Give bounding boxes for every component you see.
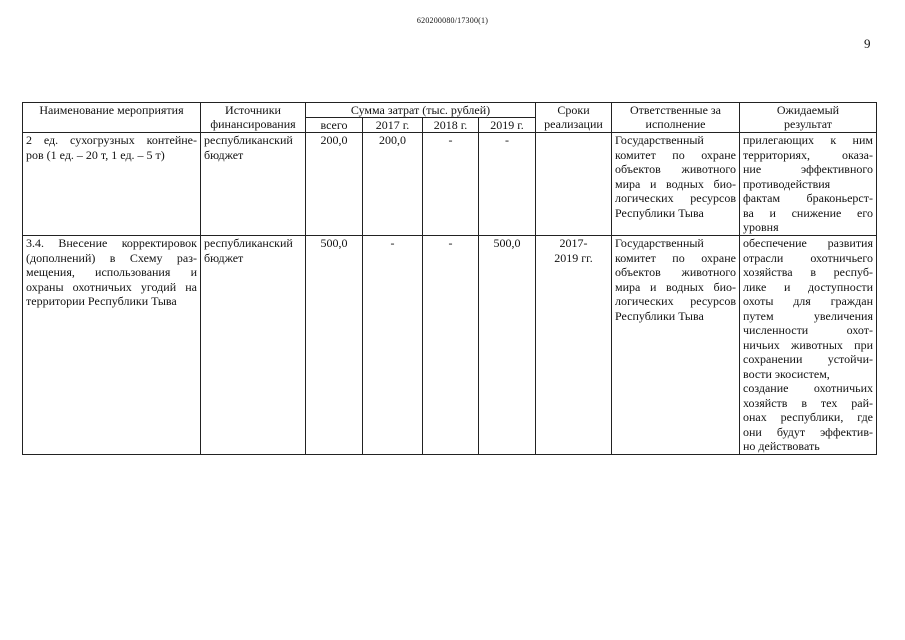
- cell-result: обеспечение развития отрасли охотничьего хозяйства в респуб- лике и доступности охоты для граждан путем увеличения численности охот- ничьих животных при сохранении устойчи- вости экосистем, создание охотничьих хозяйств в тех рай- онах республики, где они будут эффектив- но действовать: [740, 236, 877, 455]
- header-result: Ожидаемый результат: [740, 103, 877, 133]
- table-row: [23, 236, 877, 455]
- cell-result: прилегающих к ним территориях, оказа- ние эффективного противодействия фактам браконьерст- ва и снижение его уровня: [740, 133, 877, 236]
- header-2017: 2017 г.: [363, 118, 423, 133]
- header-cost-group: Сумма затрат (тыс. рублей): [306, 103, 536, 118]
- cell-2017: 200,0: [363, 133, 423, 236]
- cell-2018: -: [423, 133, 479, 236]
- cell-responsible: Государственный комитет по охране объектов животного мира и водных био- логических ресурсов Республики Тыва: [612, 236, 740, 455]
- cell-funding: республиканский бюджет: [201, 133, 306, 236]
- table-header-row: [23, 103, 877, 118]
- header-2019: 2019 г.: [479, 118, 536, 133]
- header-responsible: Ответственные за исполнение: [612, 103, 740, 133]
- cell-total: 500,0: [306, 236, 363, 455]
- activities-table: [22, 102, 877, 455]
- header-deadline: Сроки реализации: [536, 103, 612, 133]
- cell-total: 200,0: [306, 133, 363, 236]
- cell-2018: -: [423, 236, 479, 455]
- cell-activity: 2 ед. сухогрузных контейне- ров (1 ед. – 20 т, 1 ед. – 5 т): [23, 133, 201, 236]
- header-total: всего: [306, 118, 363, 133]
- table-row: [23, 133, 877, 236]
- cell-responsible: Государственный комитет по охране объектов животного мира и водных био- логических ресурсов Республики Тыва: [612, 133, 740, 236]
- page-number: 9: [864, 36, 871, 51]
- cell-deadline: 2017- 2019 гг.: [536, 236, 612, 455]
- header-activity: Наименование мероприятия: [23, 103, 201, 133]
- cell-2019: -: [479, 133, 536, 236]
- document-id: 620200080/17300(1): [416, 16, 489, 25]
- header-2018: 2018 г.: [423, 118, 479, 133]
- cell-funding: республиканский бюджет: [201, 236, 306, 455]
- cell-activity: 3.4. Внесение корректировок (дополнений) в Схему раз- мещения, использования и охраны охотничьих угодий на территории Республики Тыва: [23, 236, 201, 455]
- cell-2019: 500,0: [479, 236, 536, 455]
- cell-2017: -: [363, 236, 423, 455]
- header-funding-source: Источники финансирования: [201, 103, 306, 133]
- cell-deadline: [536, 133, 612, 236]
